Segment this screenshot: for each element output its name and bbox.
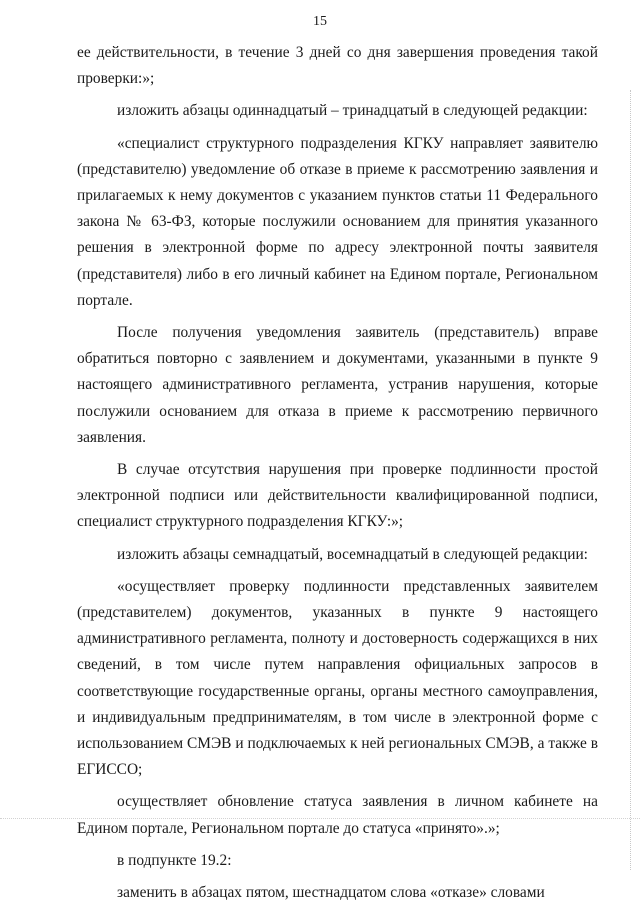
paragraph-1: ее действительности, в течение 3 дней со дня завершения проведения такой проверки:»; xyxy=(77,44,598,88)
paragraph-8: осуществляет обновление статуса заявления в личном кабинете на Едином портале, Региональном портале до статуса «принято».»; xyxy=(77,793,598,837)
paragraph-9: в подпункте 19.2: xyxy=(117,851,232,869)
paragraph-7: «осуществляет проверку подлинности представленных заявителем (представителем) документов, указанных в пункте 9 настоящего административного регламента, полноту и достоверность содержащихся в них сведений, в том числе путем направления официальных запросов в соответствующие государственные органы, органы местного самоуправления, и индивидуальным предпринимателям, в том числе в электронной форме с использованием СМЭВ и подключаемых к ней региональных СМЭВ, а также в ЕГИССО; xyxy=(77,577,598,779)
paragraph-4: После получения уведомления заявитель (представитель) вправе обратиться повторно с заявлением и документами, указанными в пункте 9 настоящего административного регламента, устранив нарушения, которые послужили основанием для отказа в приеме к рассмотрению первичного заявления. xyxy=(77,324,598,446)
scan-margin-artifact xyxy=(630,90,632,870)
paragraph-10: заменить в абзацах пятом, шестнадцатом слова «отказе» словами xyxy=(117,884,545,902)
page-number: 15 xyxy=(313,14,327,29)
paragraph-2: изложить абзацы одиннадцатый – тринадцатый в следующей редакции: xyxy=(117,102,588,120)
document-body xyxy=(77,40,598,906)
paragraph-6: изложить абзацы семнадцатый, восемнадцатый в следующей редакции: xyxy=(117,545,588,563)
paragraph-3: «специалист структурного подразделения КГКУ направляет заявителю (представителю) уведомление об отказе в приеме к рассмотрению заявления и прилагаемых к нему документов с указанием пунктов статьи 11 Федерального закона № 63-ФЗ, которые послужили основанием для принятия указанного решения в электронной форме по адресу электронной почты заявителя (представителя) либо в его личный кабинет на Едином портале, Региональном портале. xyxy=(77,134,598,309)
scan-line-artifact xyxy=(0,818,640,819)
paragraph-5: В случае отсутствия нарушения при проверке подлинности простой электронной подписи или действительности квалифицированной подписи, специалист структурного подразделения КГКУ:»; xyxy=(77,461,598,531)
